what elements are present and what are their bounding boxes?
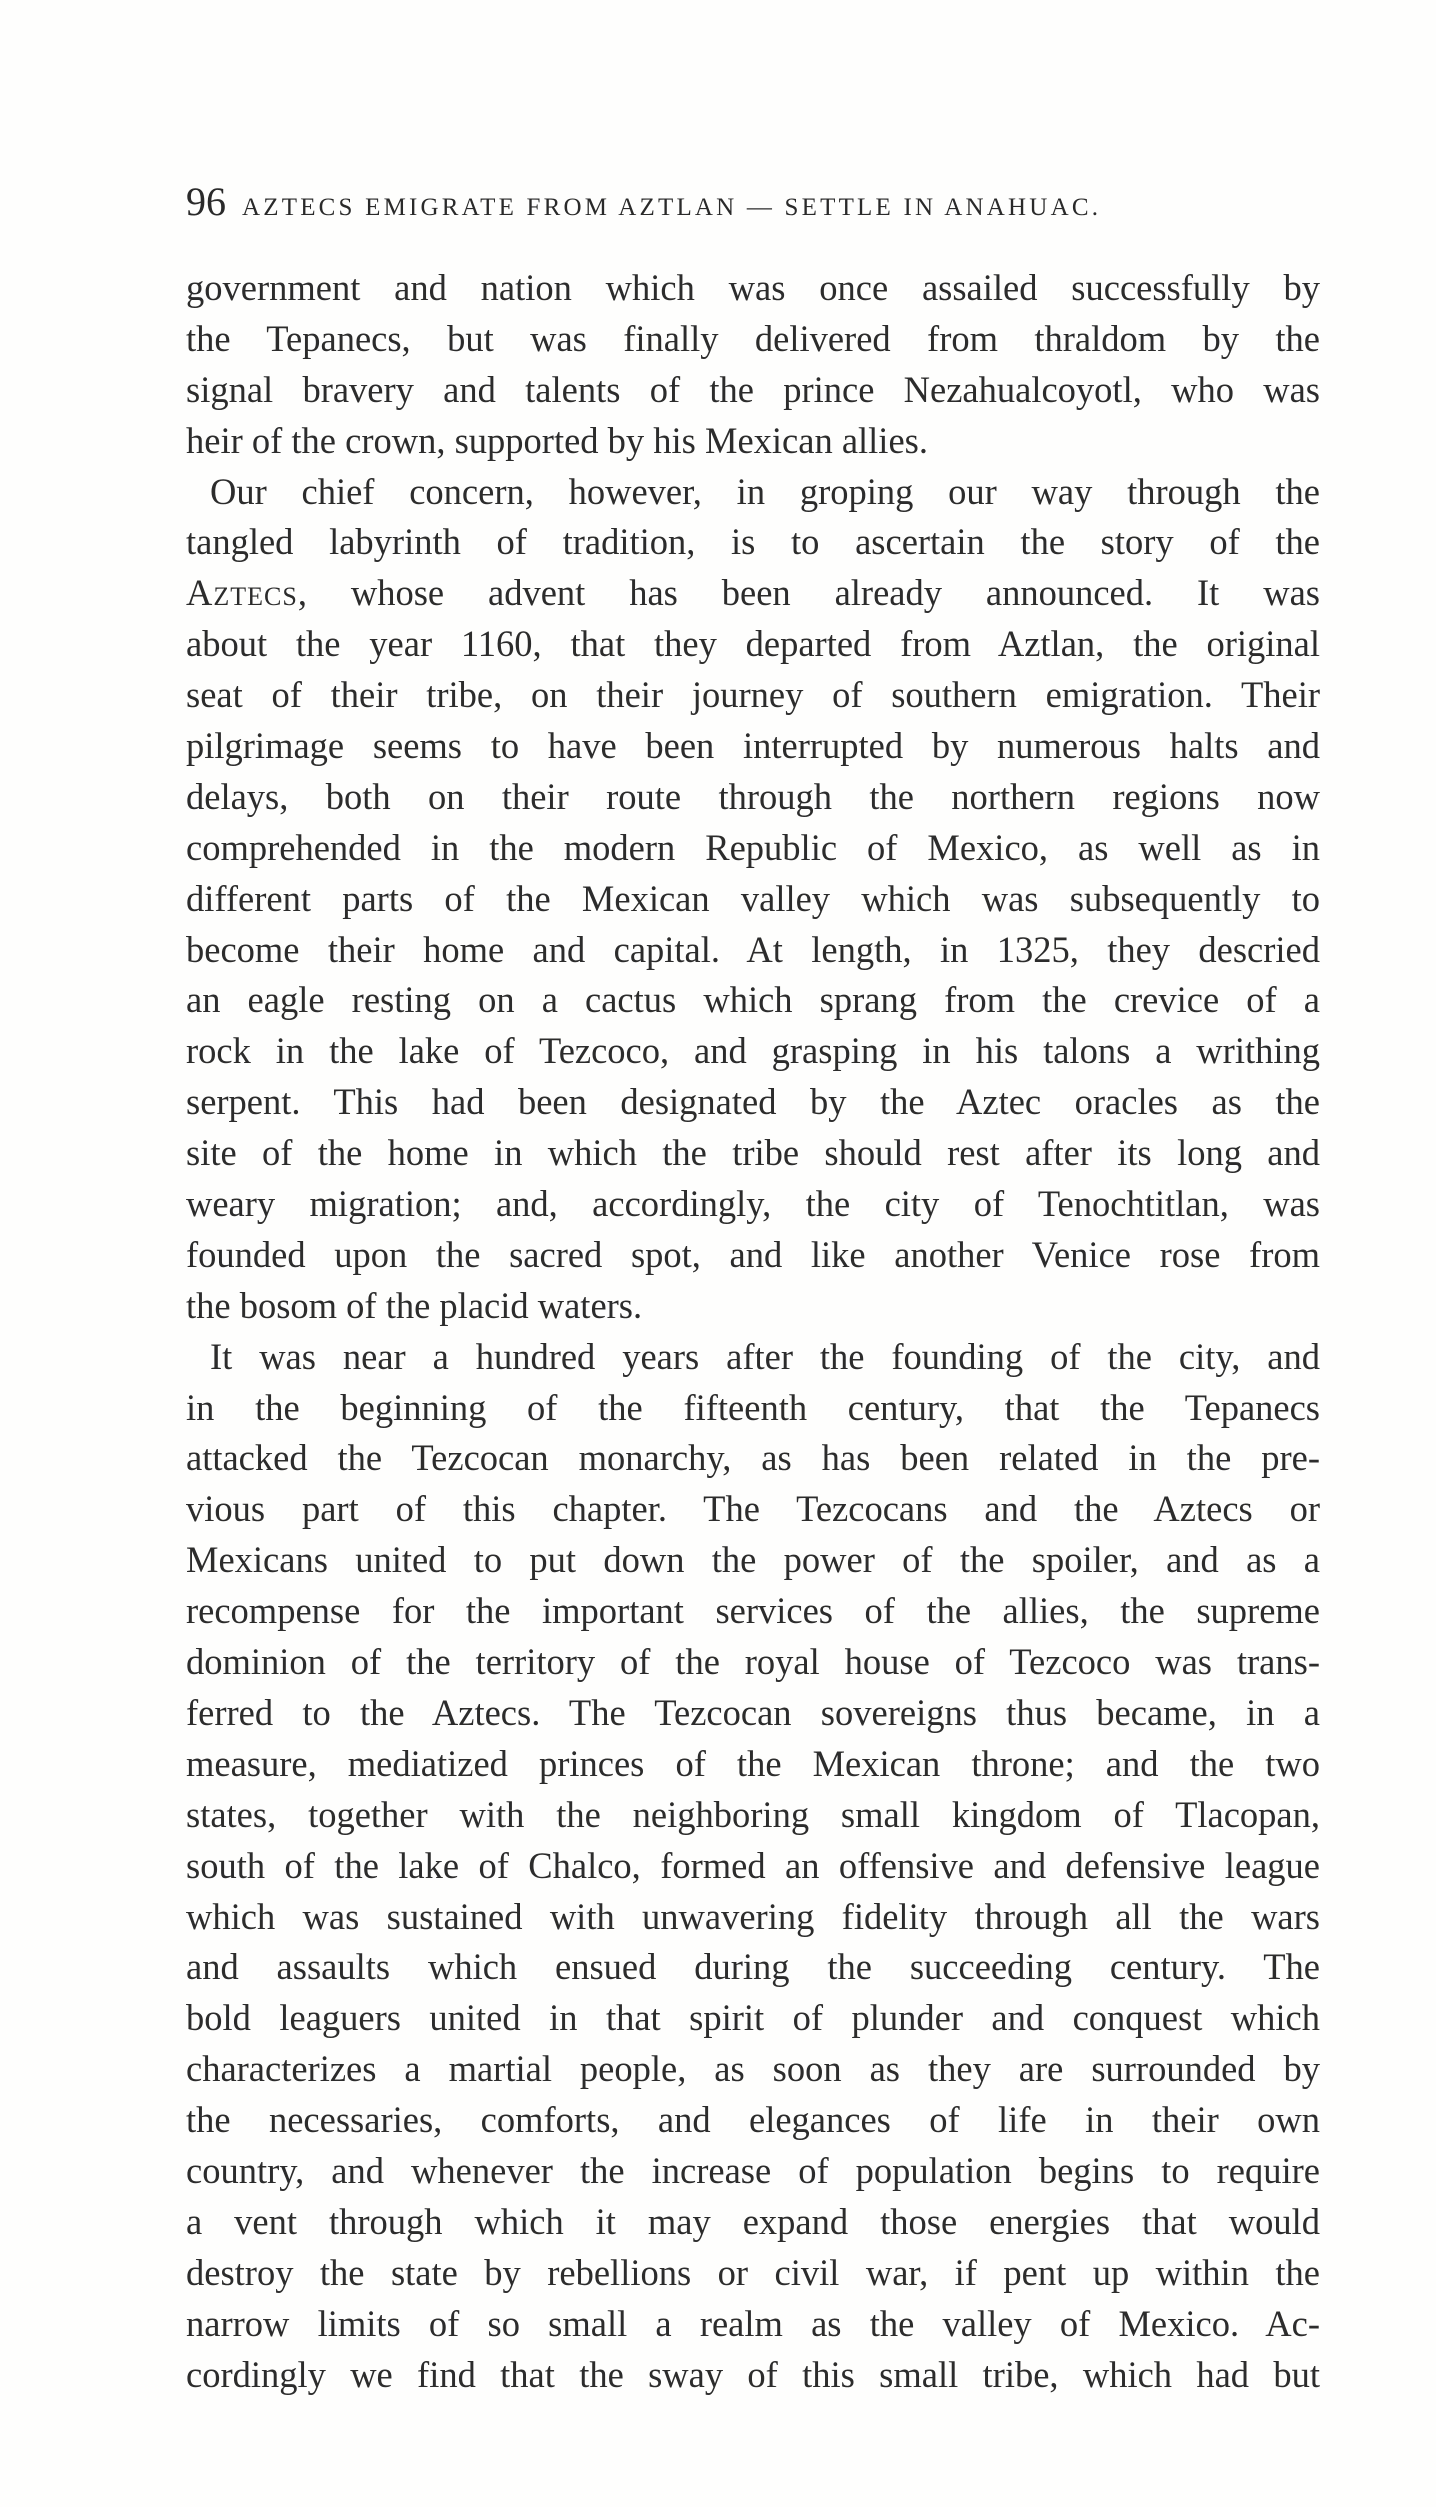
smallcaps-word: Aztecs (186, 572, 298, 614)
text-line: cordingly we find that the sway of this small tribe, which had but (186, 2353, 1320, 2395)
text-line: an eagle resting on a cactus which sprang from the crevice of a (186, 979, 1320, 1021)
text-line: characterizes a martial people, as soon as they are surrounded by (186, 2048, 1320, 2090)
text-line: pilgrimage seems to have been interrupted by numerous halts and (186, 725, 1320, 767)
text-line: Mexicans united to put down the power of the spoiler, and as a (186, 1539, 1320, 1581)
text-line: become their home and capital. At length, in 1325, they descried (186, 928, 1320, 970)
text-line: government and nation which was once assailed successfully by (186, 267, 1320, 308)
text-line: country, and whenever the increase of population begins to require (186, 2149, 1320, 2191)
text-line: south of the lake of Chalco, formed an offensive and defensive league (186, 1844, 1320, 1886)
page-number: 96 (186, 179, 226, 224)
text-line: It was near a hundred years after the founding of the city, and (210, 1335, 1320, 1377)
text-line: serpent. This had been designated by the Aztec oracles as the (186, 1081, 1320, 1123)
text-line: weary migration; and, accordingly, the city of Tenochtitlan, was (186, 1183, 1320, 1225)
text-line: measure, mediatized princes of the Mexican throne; and the two (186, 1742, 1320, 1784)
text-line: destroy the state by rebellions or civil war, if pent up within the (186, 2251, 1320, 2293)
text-line: site of the home in which the tribe should rest after its long and (186, 1132, 1320, 1174)
text-line: comprehended in the modern Republic of Mexico, as well as in (186, 826, 1320, 868)
text-line: states, together with the neighboring small kingdom of Tlacopan, (186, 1793, 1320, 1835)
text-line: different parts of the Mexican valley which was subsequently to (186, 877, 1320, 919)
body-text (186, 263, 1320, 2400)
text-line: Aztecs, whose advent has been already announced. It was (186, 572, 1320, 614)
text-line: in the beginning of the fifteenth century, that the Tepanecs (186, 1386, 1320, 1428)
text-line: bold leaguers united in that spirit of plunder and conquest which (186, 1997, 1320, 2039)
text-line: the bosom of the placid waters. (186, 1284, 643, 1326)
text-line: Our chief concern, however, in groping our way through the (210, 470, 1320, 512)
text-line: the Tepanecs, but was finally delivered from thraldom by the (186, 317, 1320, 359)
text-line: about the year 1160, that they departed from Aztlan, the original (186, 623, 1320, 665)
text-line: delays, both on their route through the northern regions now (186, 775, 1320, 817)
text-line: recompense for the important services of the allies, the supreme (186, 1590, 1320, 1632)
text-line: rock in the lake of Tezcoco, and grasping in his talons a writhing (186, 1030, 1320, 1072)
text-line: and assaults which ensued during the succeeding century. The (186, 1946, 1320, 1988)
text-line: heir of the crown, supported by his Mexican allies. (186, 419, 928, 461)
text-line: which was sustained with unwavering fidelity through all the wars (186, 1895, 1320, 1937)
text-line: ferred to the Aztecs. The Tezcocan sovereigns thus became, in a (186, 1691, 1320, 1733)
running-title: AZTECS EMIGRATE FROM AZTLAN — SETTLE IN ANAHUAC. (242, 194, 1102, 221)
text-line: attacked the Tezcocan monarchy, as has been related in the pre- (186, 1437, 1320, 1479)
text-line: founded upon the sacred spot, and like another Venice rose from (186, 1233, 1320, 1275)
text-line: the necessaries, comforts, and elegances of life in their own (186, 2099, 1320, 2141)
text-line: vious part of this chapter. The Tezcocans and the Aztecs or (186, 1488, 1320, 1530)
text-line: seat of their tribe, on their journey of southern emigration. Their (186, 674, 1320, 716)
text-line: signal bravery and talents of the prince Nezahualcoyotl, who was (186, 368, 1320, 410)
text-line: tangled labyrinth of tradition, is to ascertain the story of the (186, 521, 1320, 563)
running-head (186, 178, 1286, 228)
text-line: narrow limits of so small a realm as the valley of Mexico. Ac- (186, 2302, 1320, 2344)
text-line: a vent through which it may expand those energies that would (186, 2200, 1320, 2242)
text-line: dominion of the territory of the royal house of Tezcoco was trans- (186, 1641, 1320, 1683)
